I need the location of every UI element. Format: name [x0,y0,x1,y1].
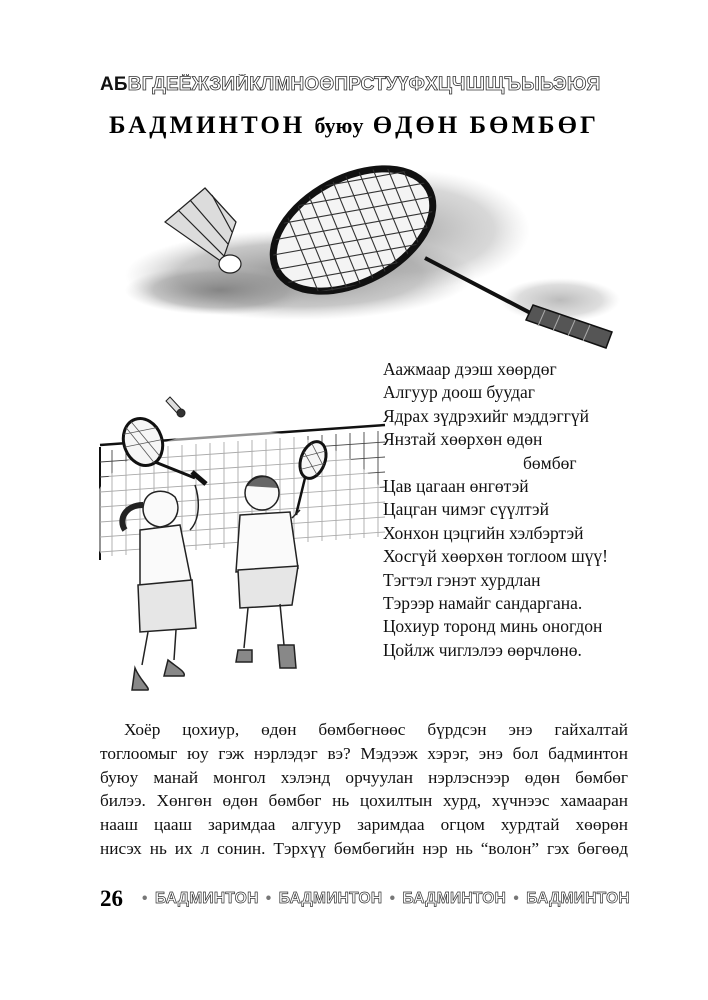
poem-line: Ядрах зүдрэхийг мэддэггүй [383,405,589,426]
poem-line: Янзтай хөөрхөн өдөн [383,429,543,450]
footer-separator: • [513,890,520,907]
title-part-feather-ball: ӨДӨН БӨМБӨГ [372,112,599,139]
page-number: 26 [100,886,123,911]
footer-separator: • [142,890,148,907]
footer-separator: • [389,890,396,907]
paragraph-line: нисэх нь их л сонин. Тэрхүү бөмбөгийн нэр нь “волон” гэх бөгөөд [100,838,628,858]
footer-word: БАДМИНТОН [402,890,507,907]
paragraph-line: буюу манай монгол хэлэнд орчуулан нэрлэснээр өдөн бөмбөг [100,767,628,787]
poem-line: Цав цагаан өнгөтэй [383,476,529,497]
poem-line: Тэрээр намайг сандаргана. [383,593,583,614]
alphabet-highlighted-letter: Б [113,74,128,95]
poem-line: бөмбөг [523,452,577,473]
small-shuttlecock-icon [166,397,185,417]
poem-line: Алгуур доош буудаг [383,382,535,403]
poem-line: Тэгтэл гэнэт хурдлан [383,569,541,590]
page-footer [100,886,630,916]
racket-shuttlecock-illustration [125,144,620,348]
paragraph-line: нааш цааш заримдаа алгуур заримдаа огцом хурдтай хөөрөн [100,815,628,835]
paragraph-line: тоглоомыг юу гэж нэрлэдэг вэ? Мэдээж хэрэг, энэ бол бадминтон [100,743,628,763]
poem-line: Цойлж чиглэлээ өөрчлөнө. [383,639,582,660]
body-paragraph [100,718,628,861]
poem-line: Аажмаар дээш хөөрдөг [383,359,557,379]
running-footer [142,890,630,908]
poem-line: Цохиур торонд минь оногдон [383,616,603,637]
poem [383,358,633,662]
alphabet-first-letter: А [100,74,114,95]
footer-separator: • [265,890,272,907]
title-part-or: буюу [314,113,364,138]
poem-line: Хосгүй хөөрхөн тоглоом шүү! [383,546,609,567]
paragraph-line: Хоёр цохиур, өдөн бөмбөгнөөс бүрдсэн энэ гайхалтай [124,720,628,739]
children-playing-illustration [90,397,390,690]
footer-word: БАДМИНТОН [154,890,259,907]
footer-word: БАДМИНТОН [278,890,383,907]
title-part-badminton: БАДМИНТОН [109,112,306,139]
footer-word: БАДМИНТОН [526,890,630,907]
poem-line: Цацган чимэг сүүлтэй [383,499,549,520]
alphabet-rest-letters: ВГДЕЁЖЗИЙКЛМНОӨПРСТУҮФХЦЧШЩЪЫЬЭЮЯ [127,74,601,95]
paragraph-line: билээ. Хөнгөн өдөн бөмбөг нь цохилтын хурд, хүчнээс хамааран [100,791,628,811]
poem-line: Хонхон цэцгийн хэлбэртэй [383,522,584,543]
